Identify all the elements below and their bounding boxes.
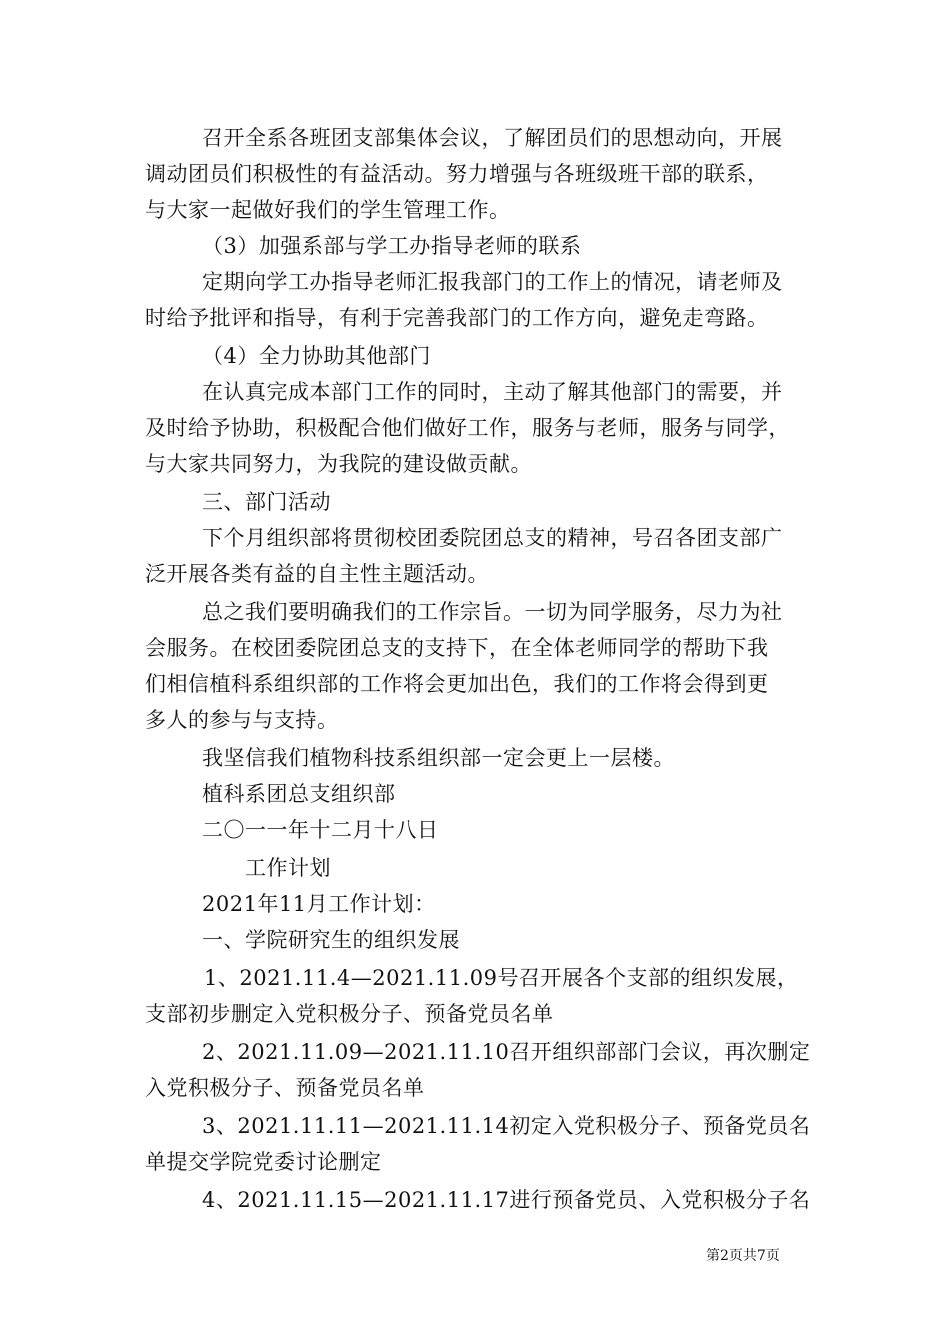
doc-title: 工作计划 [245,856,331,880]
text-line: 单提交学院党委讨论删定 [145,1150,382,1174]
section-heading: 一、学院研究生的组织发展 [202,928,460,952]
list-item: 1、2021.11.4—2021.11.09号召开展各个支部的组织发展， [204,966,799,990]
list-item: 4、2021.11.15—2021.11.17进行预备党员、入党积极分子名 [202,1188,811,1212]
list-item: 2、2021.11.09—2021.11.10召开组织部部门会议，再次删定 [202,1040,811,1064]
text-line: 时给予批评和指导，有利于完善我部门的工作方向，避免走弯路。 [145,306,769,330]
text-line: 泛开展各类有益的自主性主题活动。 [145,562,489,586]
list-item: 3、2021.11.11—2021.11.14初定入党积极分子、预备党员名 [202,1114,811,1138]
text-line: 多人的参与与支持。 [145,708,339,732]
text-line: 总之我们要明确我们的工作宗旨。一切为同学服务，尽力为社 [202,600,783,624]
section-heading: 2021年11月工作计划： [202,892,436,916]
text-line: 召开全系各班团支部集体会议，了解团员们的思想动向，开展 [202,126,783,150]
text-line: 会服务。在校团委院团总支的支持下，在全体老师同学的帮助下我 [145,636,769,660]
page-number: 第2页共7页 [706,1248,780,1264]
signature-date: 二〇一一年十二月十八日 [202,818,439,842]
text-line: 我坚信我们植物科技系组织部一定会更上一层楼。 [202,746,675,770]
signature-org: 植科系团总支组织部 [202,782,396,806]
section-heading: （4）全力协助其他部门 [202,344,431,368]
text-line: 在认真完成本部门工作的同时，主动了解其他部门的需要，并 [202,380,783,404]
text-line: 们相信植科系组织部的工作将会更加出色，我们的工作将会得到更 [145,672,769,696]
text-line: 与大家一起做好我们的学生管理工作。 [145,198,511,222]
section-heading: （3）加强系部与学工办指导老师的联系 [202,234,582,258]
text-line: 与大家共同努力，为我院的建设做贡献。 [145,452,532,476]
text-line: 下个月组织部将贯彻校团委院团总支的精神，号召各团支部广 [202,526,783,550]
section-heading: 三、部门活动 [202,490,331,514]
text-line: 调动团员们积极性的有益活动。努力增强与各班级班干部的联系， [145,162,769,186]
text-line: 入党积极分子、预备党员名单 [145,1076,425,1100]
text-line: 定期向学工办指导老师汇报我部门的工作上的情况，请老师及 [202,270,783,294]
text-line: 及时给予协助，积极配合他们做好工作，服务与老师，服务与同学， [145,416,790,440]
text-line: 支部初步删定入党积极分子、预备党员名单 [145,1002,554,1026]
